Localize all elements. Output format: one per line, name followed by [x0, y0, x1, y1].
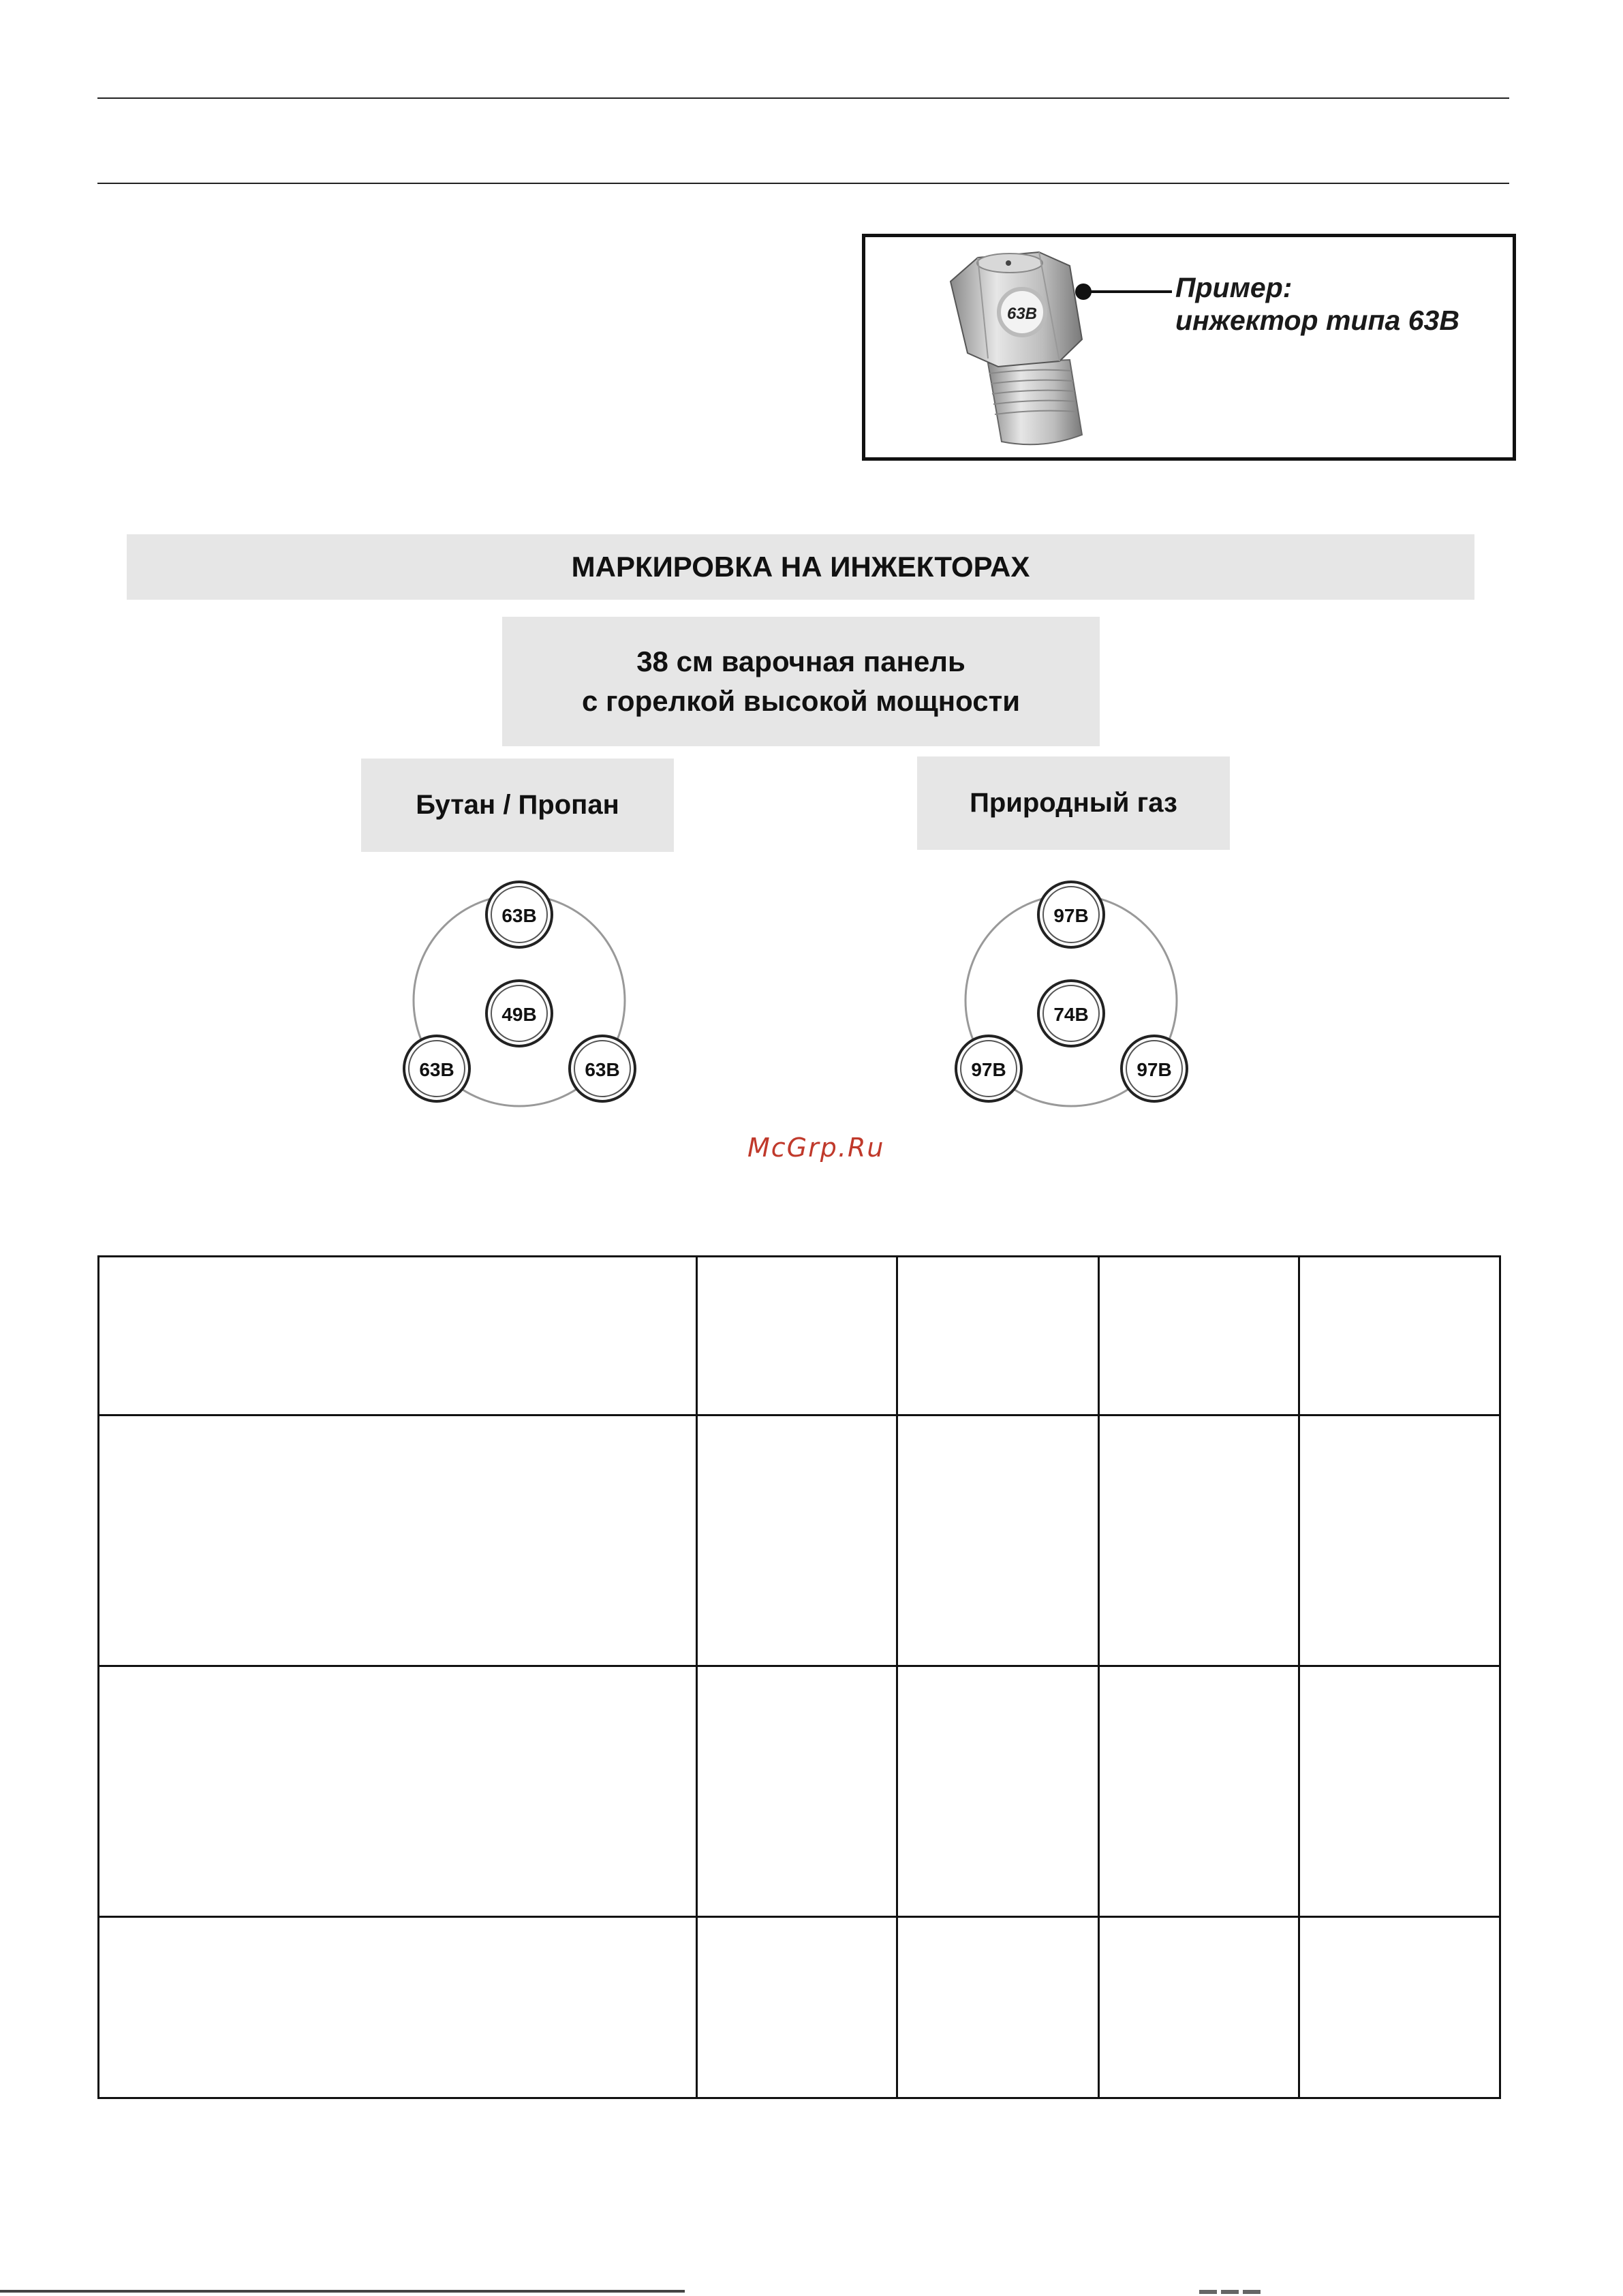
svg-text:97B: 97B	[971, 1059, 1006, 1080]
svg-text:63B: 63B	[1006, 305, 1038, 323]
data-table	[97, 1255, 1501, 2099]
table-cell	[897, 1415, 1099, 1666]
table-cell	[696, 1917, 897, 2098]
table-cell	[897, 1917, 1099, 2098]
header-rule-bottom	[97, 183, 1509, 184]
injector-top-natural	[1038, 882, 1104, 947]
example-caption-line1: Пример:	[1175, 272, 1293, 303]
svg-text:49B: 49B	[501, 1004, 537, 1025]
table-cell	[696, 1415, 897, 1666]
table-row	[99, 1257, 1500, 1415]
table-row	[99, 1666, 1500, 1917]
table-cell	[897, 1666, 1099, 1917]
header-rule-top	[97, 97, 1509, 99]
svg-text:74B: 74B	[1053, 1004, 1089, 1025]
table-row	[99, 1415, 1500, 1666]
table-cell	[1299, 1415, 1500, 1666]
table-cell	[99, 1666, 697, 1917]
hob-subtitle-line2: с горелкой высокой мощности	[581, 685, 1021, 717]
table-cell	[696, 1257, 897, 1415]
table-cell	[99, 1917, 697, 2098]
example-caption	[1175, 271, 1459, 337]
svg-text:63B: 63B	[501, 905, 537, 926]
table-cell	[1098, 1666, 1299, 1917]
watermark-text: McGrp.Ru	[747, 1133, 885, 1163]
injector-right-butane	[570, 1036, 635, 1101]
table-cell	[897, 1257, 1099, 1415]
table-cell	[696, 1666, 897, 1917]
table-cell	[1098, 1257, 1299, 1415]
table-cell	[1299, 1917, 1500, 2098]
injector-illustration	[865, 237, 1513, 457]
injector-top-butane	[486, 882, 552, 947]
table-cell	[1299, 1666, 1500, 1917]
marking-title: МАРКИРОВКА НА ИНЖЕКТОРАХ	[127, 534, 1474, 600]
injector-right-natural	[1122, 1036, 1187, 1101]
table-cell	[99, 1415, 697, 1666]
burner-diagram-butane	[388, 872, 661, 1124]
burner-diagram-natural	[940, 872, 1213, 1124]
table-cell	[1098, 1917, 1299, 2098]
hob-subtitle-line1: 38 см варочная панель	[636, 645, 965, 677]
injector-center-butane	[486, 981, 552, 1046]
footer-rule	[0, 2290, 685, 2293]
hob-subtitle	[502, 617, 1100, 746]
injector-center-natural	[1038, 981, 1104, 1046]
svg-text:63B: 63B	[585, 1059, 620, 1080]
table-row	[99, 1917, 1500, 2098]
footer-mark	[1199, 2290, 1261, 2294]
svg-text:97B: 97B	[1137, 1059, 1172, 1080]
injector-left-butane	[404, 1036, 469, 1101]
injector-left-natural	[956, 1036, 1021, 1101]
svg-text:63B: 63B	[419, 1059, 454, 1080]
example-caption-line2: инжектор типа 63В	[1175, 305, 1459, 336]
gas-label-butane: Бутан / Пропан	[361, 759, 674, 852]
svg-text:97B: 97B	[1053, 905, 1089, 926]
table-cell	[1098, 1415, 1299, 1666]
table-cell	[99, 1257, 697, 1415]
table-cell	[1299, 1257, 1500, 1415]
gas-label-natural: Природный газ	[917, 756, 1230, 850]
